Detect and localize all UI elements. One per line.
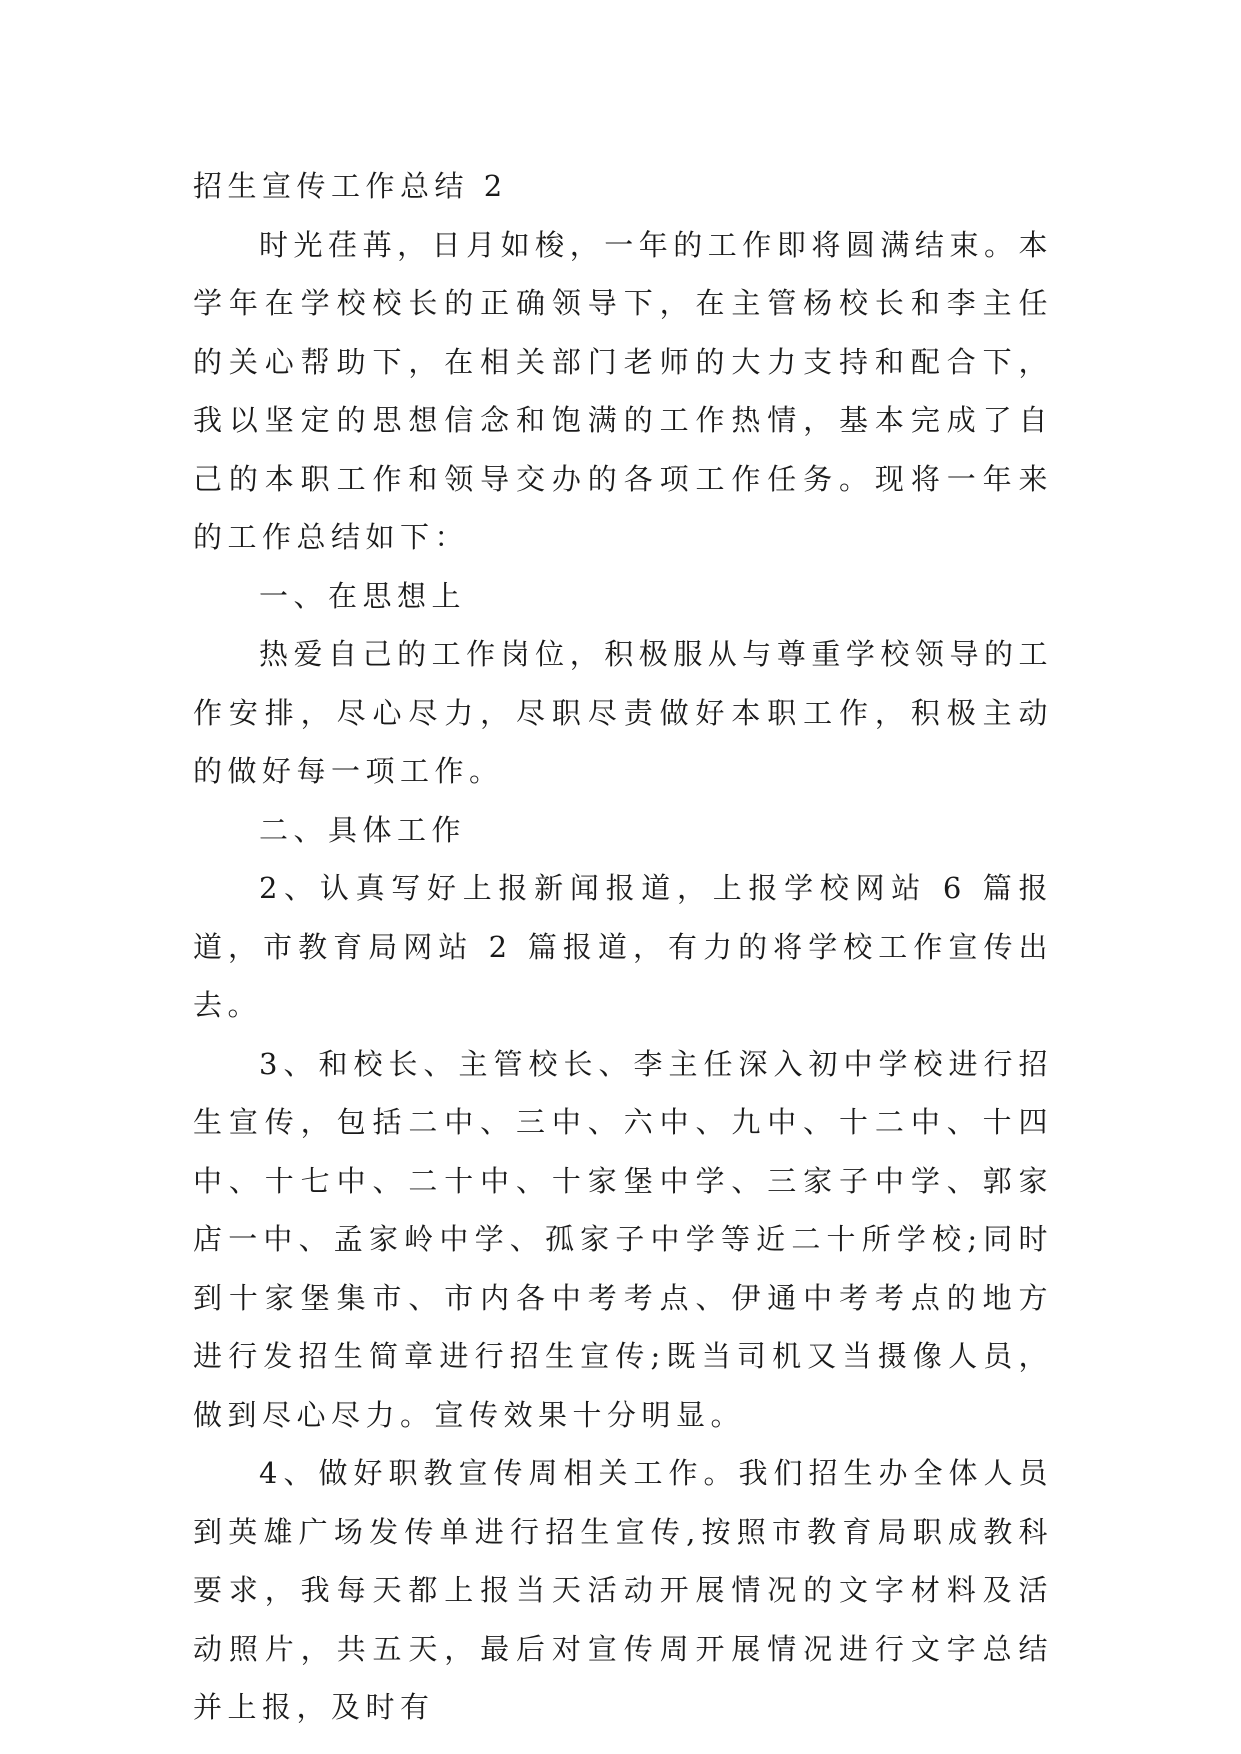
document-title: 招生宣传工作总结 2 bbox=[193, 169, 508, 203]
paragraph-item-4: 4、做好职教宣传周相关工作。我们招生办全体人员到英雄广场发传单进行招生宣传,按照市教育局职成教科要求，我每天都上报当天活动开展情况的文字材料及活动照片，共五天，最后对宣传周开展情况进行文字总结并上报，及时有 bbox=[193, 1456, 1053, 1724]
paragraph-item-3: 3、和校长、主管校长、李主任深入初中学校进行招生宣传，包括二中、三中、六中、九中、十二中、十四中、十七中、二十中、十家堡中学、三家子中学、郭家店一中、孟家岭中学、孤家子中学等近二十所学校;同时到十家堡集市、市内各中考考点、伊通中考考点的地方进行发招生简章进行招生宣传;既当司机又当摄像人员，做到尽心尽力。宣传效果十分明显。 bbox=[193, 1046, 1053, 1432]
section-heading-work: 二、具体工作 bbox=[259, 812, 467, 847]
paragraph-thought: 热爱自己的工作岗位，积极服从与尊重学校领导的工作安排，尽心尽力，尽职尽责做好本职工作，积极主动的做好每一项工作。 bbox=[193, 637, 1053, 788]
paragraph-intro: 时光荏苒，日月如梭，一年的工作即将圆满结束。本学年在学校校长的正确领导下，在主管杨校长和李主任的关心帮助下，在相关部门老师的大力支持和配合下，我以坚定的思想信念和饱满的工作热情，基本完成了自己的本职工作和领导交办的各项工作任务。现将一年来的工作总结如下： bbox=[193, 227, 1053, 554]
section-heading-thought: 一、在思想上 bbox=[259, 578, 467, 613]
document-body bbox=[193, 157, 1053, 1737]
paragraph-item-2: 2、认真写好上报新闻报道，上报学校网站 6 篇报道，市教育局网站 2 篇报道，有力的将学校工作宣传出去。 bbox=[193, 871, 1053, 1022]
